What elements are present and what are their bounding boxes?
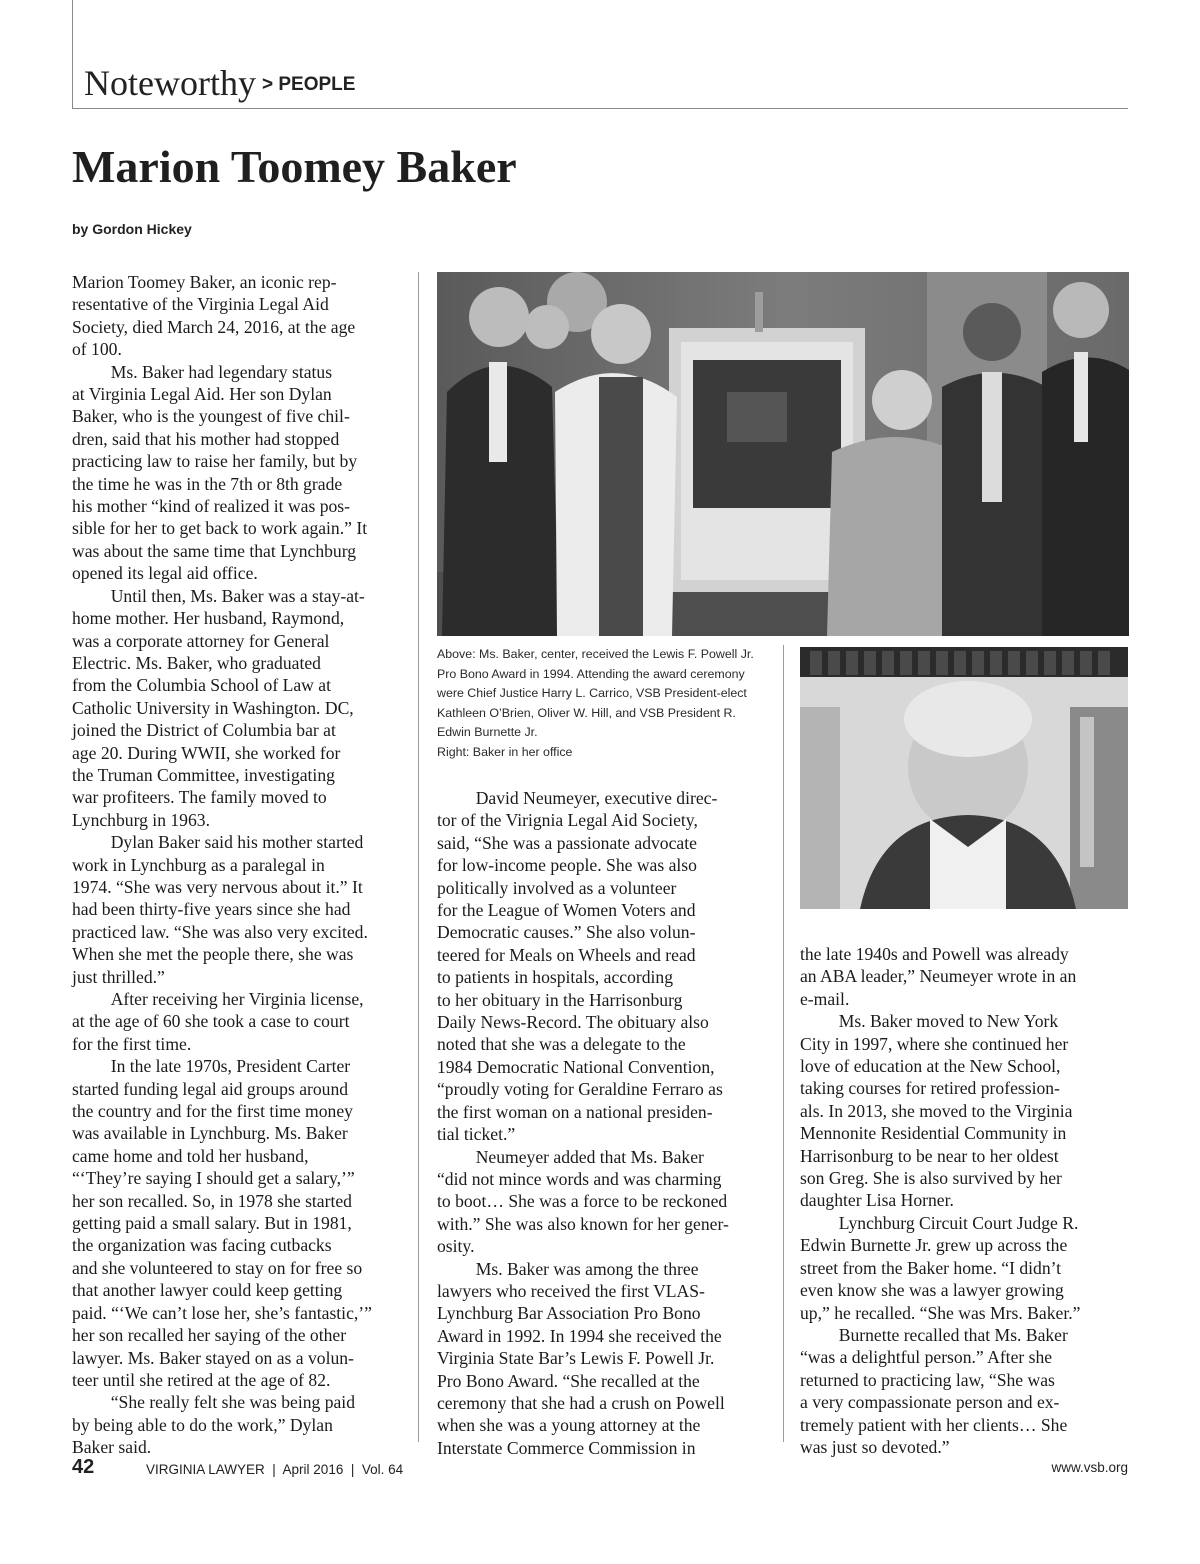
photo-caption: Above: Ms. Baker, center, received the Lewis F. Powell Jr. Pro Bono Award in 1994. Attending the award ceremony were Chief Justice Harry L. Carrico, VSB President-elect Kathleen O’Brien, Oliver W. Hill, and VSB President R. Edwin Burnette Jr. Right: Baker in her office [437,647,754,759]
paragraph: Ms. Baker moved to New York City in 1997, where she continued her love of education at the New School, taking courses for retired profession- als. In 2013, she moved to the Virginia Mennonite Residential Community in Harrisonburg to be near to her oldest son Greg. She is also survived by her daughter Lisa Horner. [800,1011,1073,1211]
paragraph: Ms. Baker had legendary status at Virginia Legal Aid. Her son Dylan Baker, who is the youngest of five chil- dren, said that his mother had stopped practicing law to raise her family, but by the time he was in the 7th or 8th grade his mother “kind of realized it was pos- sible for her to get back to work again.” It was about the same time that Lynchburg opened its legal aid office. [72,361,368,584]
column-divider-1 [418,272,419,1442]
baker-office-photo [800,647,1128,909]
section-heading [84,62,355,104]
section-subsection: > PEOPLE [261,74,356,95]
header-vertical-rule [72,0,73,108]
paragraph: Until then, Ms. Baker was a stay-at- home mother. Her husband, Raymond, was a corporate attorney for General Electric. Ms. Baker, who graduated from the Columbia School of Law at Catholic University in Washington. DC, joined the District of Columbia bar at age 20. During WWII, she worked for the Truman Committee, investigating war profiteers. The family moved to Lynchburg in 1963. [72,585,365,830]
article-column-3 [800,943,1130,1458]
paragraph: Ms. Baker was among the three lawyers who received the first VLAS- Lynchburg Bar Association Pro Bono Award in 1992. In 1994 she received the Virginia State Bar’s Lewis F. Powell Jr. Pro Bono Award. “She recalled at the ceremony that she had a crush on Powell when she was a young attorney at the Interstate Commerce Commission in [437,1258,725,1458]
page-number: 42 [72,1456,95,1478]
paragraph: Neumeyer added that Ms. Baker “did not mince words and was charming to boot… She was a force to be reckoned with.” She was also known for her gener- osity. [437,1146,729,1257]
paragraph: Lynchburg Circuit Court Judge R. Edwin Burnette Jr. grew up across the street from the Baker home. “I didn’t even know she was a lawyer growing up,” he recalled. “She was Mrs. Baker.” [800,1212,1081,1323]
paragraph: Dylan Baker said his mother started work in Lynchburg as a paralegal in 1974. “She was very nervous about it.” It had been thirty-five years since she had practiced law. “She was also very excited. When she met the people there, she was just thrilled.” [72,832,368,987]
article-title: Marion Toomey Baker [72,141,517,192]
article-column-2 [437,787,769,1459]
paragraph: Marion Toomey Baker, an iconic rep- resentative of the Virginia Legal Aid Society, died March 24, 2016, at the age of 100. [72,272,356,360]
paragraph: After receiving her Virginia license, at the age of 60 she took a case to court for the first time. [72,989,364,1054]
award-ceremony-photo [437,272,1129,636]
paragraph: “She really felt she was being paid by being able to do the work,” Dylan Baker said. [72,1392,355,1458]
column-divider-2 [783,645,784,1442]
paragraph: In the late 1970s, President Carter started funding legal aid groups around the country and for the first time money was available in Lynchburg. Ms. Baker came home and told her husband, “‘They’re saying I should get a salary,’” her son recalled. So, in 1978 she started getting paid a small salary. But in 1981, the organization was facing cutbacks and she volunteered to stay on for free so that another lawyer could keep getting paid. “‘We can’t lose her, she’s fantastic,’” her son recalled her saying of the other lawyer. Ms. Baker stayed on as a volun- teer until she retired at the age of 82. [72,1056,372,1390]
paragraph: the late 1940s and Powell was already an ABA leader,” Neumeyer wrote in an e-mail. [800,944,1077,1009]
article-column-1 [72,271,404,1459]
website-link[interactable]: www.vsb.org [1051,1460,1128,1475]
header-rule [72,108,1128,109]
article-byline: by Gordon Hickey [72,221,192,237]
paragraph: David Neumeyer, executive direc- tor of the Virignia Legal Aid Society, said, “She was a passionate advocate for low-income people. She was also politically involved as a volunteer for the League of Women Voters and Democratic causes.” She also volun- teered for Meals on Wheels and read to patients in hospitals, according to her obituary in the Harrisonburg Daily News-Record. The obituary also noted that she was a delegate to the 1984 Democratic National Convention, “proudly voting for Geraldine Ferraro as the first woman on a national presiden- tial ticket.” [437,788,723,1145]
paragraph: Burnette recalled that Ms. Baker “was a delightful person.” After she returned to practicing law, “She was a very compassionate person and ex- tremely patient with her clients… She was just so devoted.” [800,1324,1068,1457]
section-name: Noteworthy [84,63,256,103]
magazine-info: VIRGINIA LAWYER | April 2016 | Vol. 64 [146,1462,404,1477]
